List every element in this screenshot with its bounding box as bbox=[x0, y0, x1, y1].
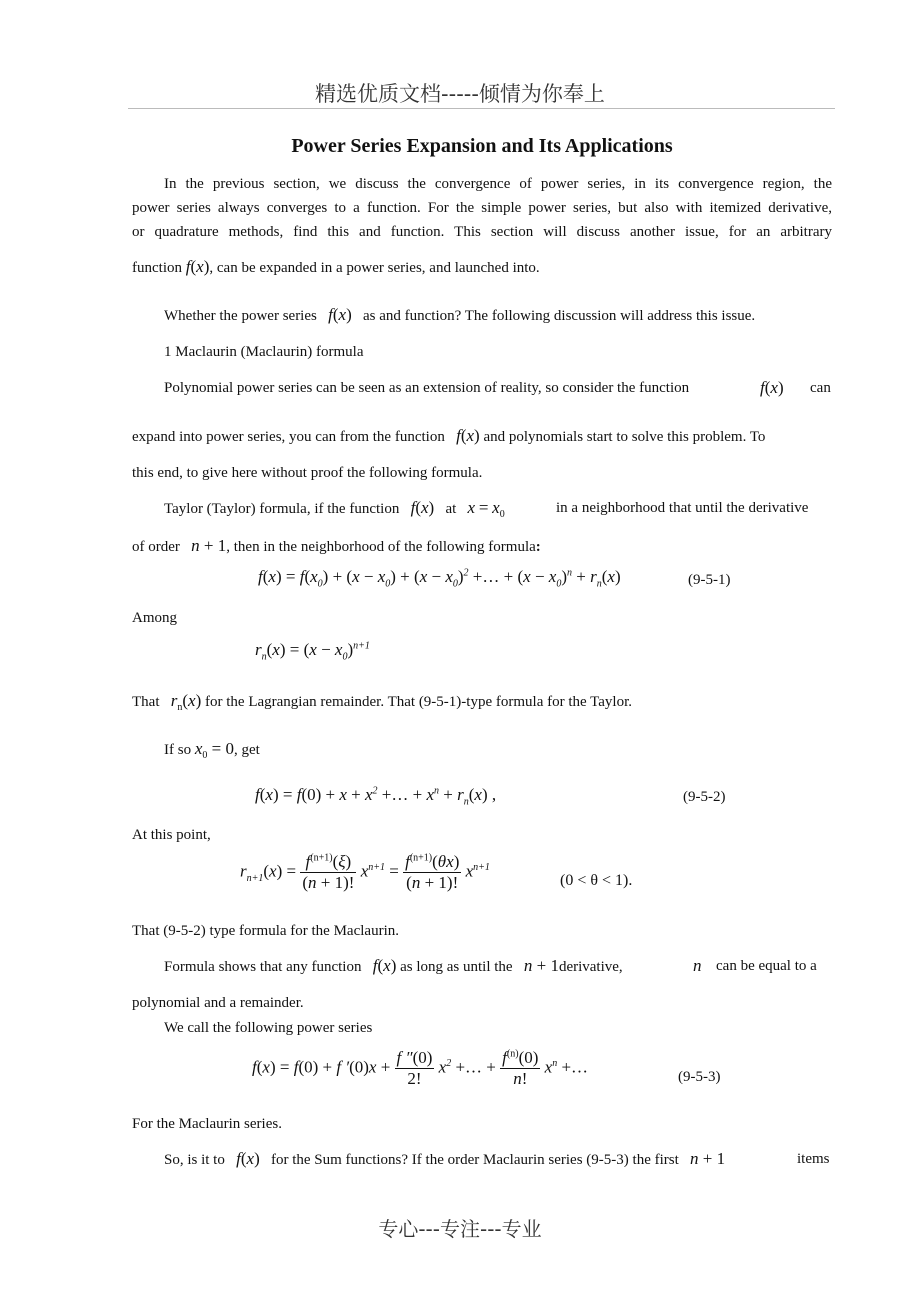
para11-c: items bbox=[797, 1151, 830, 1167]
para3-line1 bbox=[164, 376, 689, 400]
equation-label-9-5-2: (9-5-2) bbox=[683, 789, 726, 805]
para5-b: for the Lagrangian remainder. That (9-5-1)-type formula for the Taylor. bbox=[205, 694, 633, 710]
para1-line2: power series always converges to a function. For the simple power series, but also with itemized derivative, bbox=[132, 200, 832, 216]
para8-line1-c: derivative, bbox=[558, 959, 623, 975]
para3-line2-a: expand into power series, you can from the function bbox=[132, 429, 445, 445]
para1-line4-b: , can be expanded in a power series, and launched into. bbox=[209, 260, 540, 276]
equation-label-9-5-1: (9-5-1) bbox=[688, 572, 731, 588]
among-label: Among bbox=[132, 610, 177, 626]
para8-line1-d: can be equal to a bbox=[716, 958, 817, 974]
para11-b: for the Sum functions? If the order Maclaurin series (9-5-3) the first bbox=[270, 1152, 679, 1168]
equation-taylor: $f(x) = f(x_0) + (x - x_0) + (x - x_0)^2$ +… + $(x - x_0)^n + r_n(x)$ bbox=[258, 567, 621, 590]
para11: So, is it to f(x) for the Sum functions? If the order Maclaurin series (9-5-3) the first n + 1 bbox=[164, 1149, 726, 1168]
para3-line3: this end, to give here without proof the following formula. bbox=[132, 465, 483, 481]
para4-line2-b: , then in the neighborhood of the following formula bbox=[226, 539, 536, 555]
para6: If so $x_0 = 0$, get bbox=[164, 739, 260, 761]
para4-line2-c: : bbox=[535, 539, 541, 555]
para3-math-fx: f(x) bbox=[760, 378, 784, 397]
para9: We call the following power series bbox=[164, 1020, 373, 1036]
equation-remainder: $r_n(x) = (x - x_0)^{n+1}$ bbox=[255, 640, 370, 663]
at-this-point: At this point, bbox=[132, 827, 211, 843]
para1-line1: In the previous section, we discuss the convergence of power series, in its convergence region, the bbox=[164, 176, 832, 192]
para11-a: So, is it to bbox=[164, 1152, 225, 1168]
header-rule bbox=[128, 108, 835, 109]
theta-range: (0 < θ < 1). bbox=[560, 872, 633, 889]
equation-lagrange-remainder: $r_{n+1}(x)$ = $\frac{f^{(n+1)}(\xi)}{(n + 1)!}$ $x^{n+1}$ = $\frac{f^{(n+1)}(\theta x)}{(n + 1)!}$ $x^{n+1}$ bbox=[240, 852, 490, 892]
para2: Whether the power series f(x) as and function? The following discussion will address this issue. bbox=[164, 305, 756, 324]
para1-line3: or quadrature methods, find this and function. This section will discuss another issue, for an arbitrary bbox=[132, 224, 832, 240]
para4-line1: Taylor (Taylor) formula, if the function f(x) at $x = x_0$ bbox=[164, 498, 505, 520]
para8-line1-b: as long as until the bbox=[400, 959, 513, 975]
para1-line4-a: function bbox=[132, 260, 182, 276]
para2-b: as and function? The following discussion will address this issue. bbox=[362, 308, 756, 324]
para10: For the Maclaurin series. bbox=[132, 1116, 282, 1132]
para1-line4: function f(x), can be expanded in a power series, and launched into. bbox=[132, 257, 540, 276]
para8-line1-a: Formula shows that any function bbox=[164, 959, 362, 975]
para4-line2-a: of order bbox=[132, 539, 180, 555]
para3-line2-b: and polynomials start to solve this problem. To bbox=[483, 429, 766, 445]
para8-math-n: n bbox=[693, 956, 702, 975]
para8-line1: Formula shows that any function f(x) as long as until the n + 1derivative, bbox=[164, 956, 623, 975]
document-title: Power Series Expansion and Its Applications bbox=[291, 135, 673, 157]
para8-line2: polynomial and a remainder. bbox=[132, 995, 304, 1011]
equation-maclaurin: $f(x) = f(0) + x + x^2$ +… + $x^n + r_n(x)$ , bbox=[255, 785, 497, 808]
page-header: 精选优质文档-----倾情为你奉上 bbox=[315, 82, 605, 106]
para4-line1-a: Taylor (Taylor) formula, if the function bbox=[164, 501, 400, 517]
para3-line1-b: can bbox=[810, 380, 831, 396]
para7: That (9-5-2) type formula for the Maclaurin. bbox=[132, 923, 399, 939]
math-fx: f bbox=[185, 257, 191, 276]
para4-line2: of order n + 1, then in the neighborhood of the following formula: bbox=[132, 536, 541, 555]
para4-line1-c: in a neighborhood that until the derivative bbox=[556, 500, 809, 516]
para4-line1-b: at bbox=[445, 501, 457, 517]
equation-label-9-5-3: (9-5-3) bbox=[678, 1069, 721, 1085]
section-heading-maclaurin: 1 Maclaurin (Maclaurin) formula bbox=[164, 344, 364, 360]
para3-line2: expand into power series, you can from the function f(x) and polynomials start to solve this problem. To bbox=[132, 426, 766, 445]
para5-a: That bbox=[132, 694, 160, 710]
para6-a: If so bbox=[164, 742, 192, 758]
para2-a: Whether the power series bbox=[164, 308, 317, 324]
para3-line1-a: Polynomial power series can be seen as an extension of reality, so consider the function bbox=[164, 380, 690, 396]
para6-b: , get bbox=[233, 742, 260, 758]
equation-maclaurin-series: f(x) = f(0) + f ′(0)x + $\frac{f ''(0)}{2!}$ $x^2$ +… + $\frac{f^{(n)}(0)}{n!}$ $x^n$ +… bbox=[252, 1048, 589, 1088]
para5: That $r_n(x)$ for the Lagrangian remainder. That (9-5-1)-type formula for the Taylor. bbox=[132, 691, 633, 713]
page-footer: 专心---专注---专业 bbox=[378, 1217, 542, 1241]
